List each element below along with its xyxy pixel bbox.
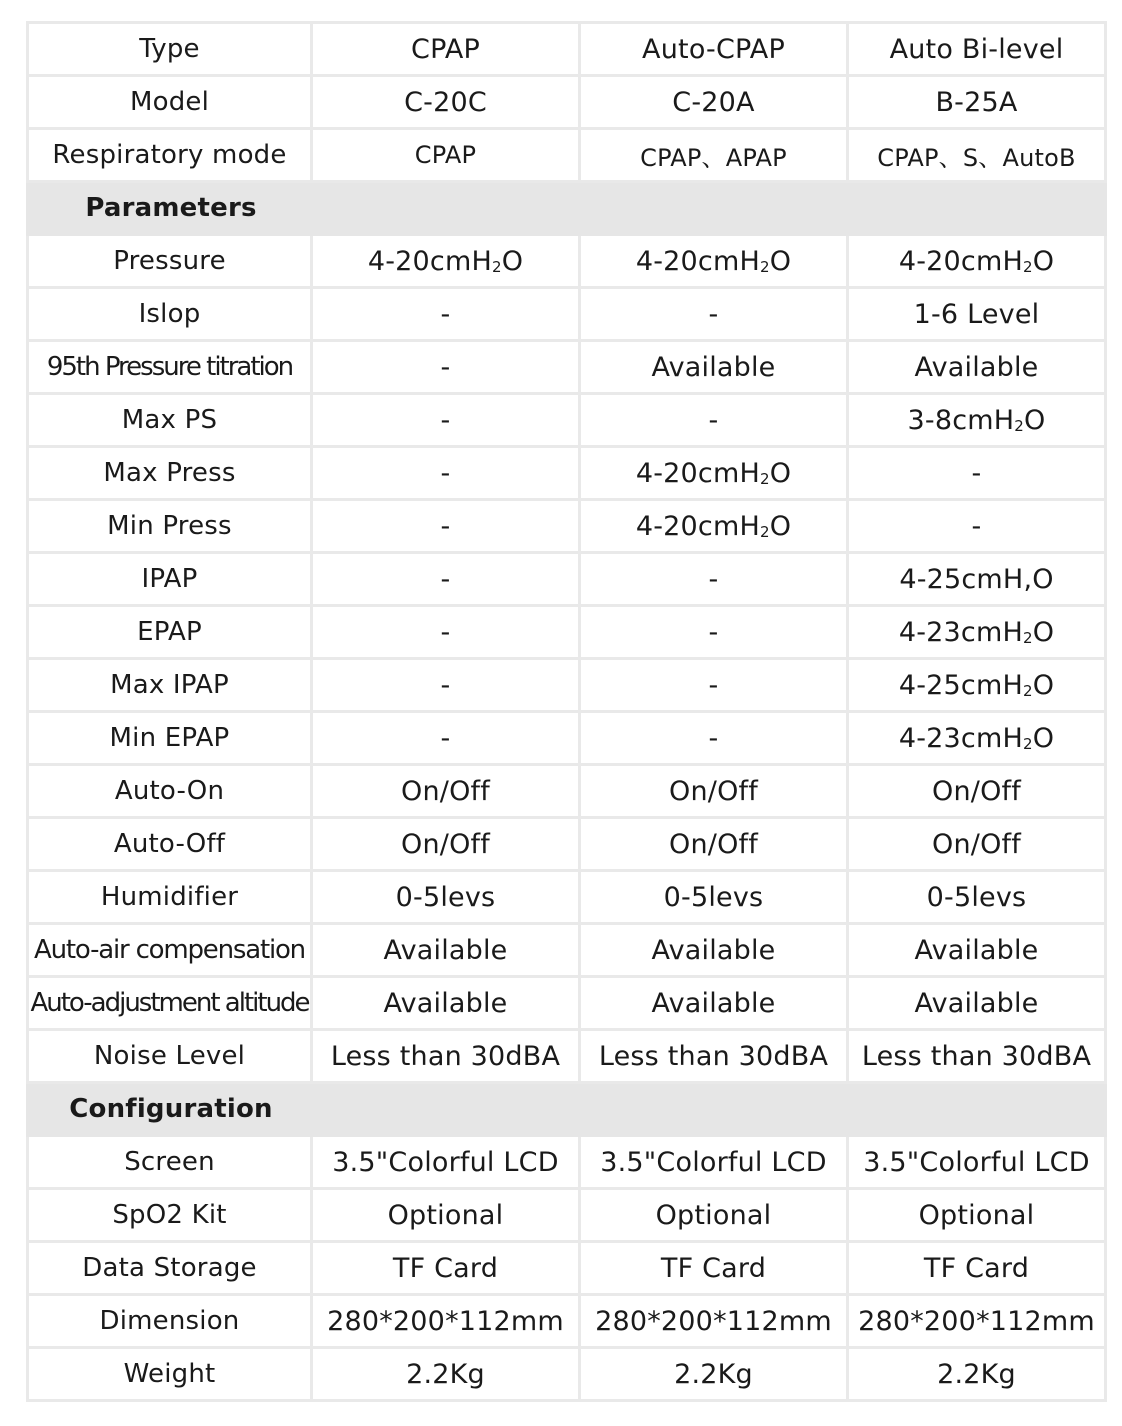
table-cell: 280*200*112mm xyxy=(312,1295,580,1348)
table-cell: 280*200*112mm xyxy=(580,1295,848,1348)
row-label: Auto-On xyxy=(28,765,312,818)
table-cell: - xyxy=(312,341,580,394)
table-row xyxy=(28,394,1106,447)
table-cell: Available xyxy=(848,341,1106,394)
table-cell: Available xyxy=(580,924,848,977)
table-cell: 4-20cmH$_2$O xyxy=(580,235,848,288)
table-cell: 4-20cmH$_2$O xyxy=(580,500,848,553)
table-cell: - xyxy=(580,712,848,765)
table-row xyxy=(28,1295,1106,1348)
column-header-auto-bilevel: Auto Bi-level xyxy=(848,23,1106,76)
row-label: SpO2 Kit xyxy=(28,1189,312,1242)
row-label: Auto-air compensation xyxy=(28,924,312,977)
table-row xyxy=(28,235,1106,288)
table-cell: On/Off xyxy=(580,765,848,818)
table-cell: 3.5"Colorful LCD xyxy=(580,1136,848,1189)
row-label: Max Press xyxy=(28,447,312,500)
table-cell: - xyxy=(312,712,580,765)
table-cell: Available xyxy=(312,924,580,977)
table-cell: TF Card xyxy=(312,1242,580,1295)
row-label: Respiratory mode xyxy=(28,129,312,182)
table-cell: 280*200*112mm xyxy=(848,1295,1106,1348)
table-cell: - xyxy=(848,447,1106,500)
table-cell: Available xyxy=(848,924,1106,977)
row-label: Screen xyxy=(28,1136,312,1189)
section-header-cell xyxy=(28,182,1106,235)
table-row xyxy=(28,1242,1106,1295)
table-cell: 4-20cmH$_2$O xyxy=(312,235,580,288)
table-cell: 0-5levs xyxy=(580,871,848,924)
table-cell: - xyxy=(848,500,1106,553)
table-cell: CPAP、APAP xyxy=(580,129,848,182)
table-cell: - xyxy=(312,394,580,447)
row-label: Auto-adjustment altitude xyxy=(28,977,312,1030)
table-cell: 4-25cmH,O xyxy=(848,553,1106,606)
table-cell: C-20C xyxy=(312,76,580,129)
row-label: Max PS xyxy=(28,394,312,447)
row-label: Max IPAP xyxy=(28,659,312,712)
table-cell: CPAP、S、AutoB xyxy=(848,129,1106,182)
table-cell: 4-25cmH$_2$O xyxy=(848,659,1106,712)
table-row xyxy=(28,1030,1106,1083)
table-cell: 4-23cmH$_2$O xyxy=(848,606,1106,659)
table-row xyxy=(28,500,1106,553)
header-row xyxy=(28,23,1106,76)
table-cell: Optional xyxy=(580,1189,848,1242)
row-label: Model xyxy=(28,76,312,129)
table-row xyxy=(28,553,1106,606)
table-row xyxy=(28,1189,1106,1242)
table-cell: Optional xyxy=(312,1189,580,1242)
table-cell: 4-20cmH$_2$O xyxy=(848,235,1106,288)
table-row xyxy=(28,76,1106,129)
table-cell: TF Card xyxy=(848,1242,1106,1295)
table-cell: C-20A xyxy=(580,76,848,129)
table-cell: Less than 30dBA xyxy=(848,1030,1106,1083)
table-cell: Available xyxy=(848,977,1106,1030)
row-label: Noise Level xyxy=(28,1030,312,1083)
table-row xyxy=(28,871,1106,924)
table-row xyxy=(28,712,1106,765)
row-label: Islop xyxy=(28,288,312,341)
table-cell: - xyxy=(312,553,580,606)
row-label: Min EPAP xyxy=(28,712,312,765)
row-label: Weight xyxy=(28,1348,312,1401)
table-cell: 1-6 Level xyxy=(848,288,1106,341)
table-cell: On/Off xyxy=(848,765,1106,818)
table-cell: Optional xyxy=(848,1189,1106,1242)
table-cell: - xyxy=(580,394,848,447)
row-label: Min Press xyxy=(28,500,312,553)
table-cell: 3.5"Colorful LCD xyxy=(848,1136,1106,1189)
table-row xyxy=(28,977,1106,1030)
configuration-group xyxy=(28,1136,1106,1401)
row-label: Dimension xyxy=(28,1295,312,1348)
section-header-configuration xyxy=(28,1083,1106,1136)
table-row xyxy=(28,341,1106,394)
spec-comparison-table xyxy=(26,21,1107,1402)
table-cell: - xyxy=(580,659,848,712)
table-row xyxy=(28,606,1106,659)
table-cell: 4-20cmH$_2$O xyxy=(580,447,848,500)
table-cell: - xyxy=(312,500,580,553)
section-title: Configuration xyxy=(69,1094,273,1124)
table-cell: - xyxy=(312,288,580,341)
table-cell: On/Off xyxy=(580,818,848,871)
row-label: Auto-Off xyxy=(28,818,312,871)
table-cell: CPAP xyxy=(312,129,580,182)
table-cell: - xyxy=(580,606,848,659)
row-label: Type xyxy=(28,23,312,76)
table-cell: Less than 30dBA xyxy=(312,1030,580,1083)
table-cell: 4-23cmH$_2$O xyxy=(848,712,1106,765)
column-header-auto-cpap: Auto-CPAP xyxy=(580,23,848,76)
row-label: EPAP xyxy=(28,606,312,659)
table-row xyxy=(28,1136,1106,1189)
table-row xyxy=(28,288,1106,341)
table-cell: Available xyxy=(580,977,848,1030)
table-row xyxy=(28,765,1106,818)
table-row xyxy=(28,924,1106,977)
table-cell: 3.5"Colorful LCD xyxy=(312,1136,580,1189)
table-cell: - xyxy=(580,553,848,606)
table-cell: 2.2Kg xyxy=(580,1348,848,1401)
table-cell: Available xyxy=(580,341,848,394)
table-cell: On/Off xyxy=(312,818,580,871)
table-cell: Available xyxy=(312,977,580,1030)
table-row xyxy=(28,1348,1106,1401)
table-cell: 0-5levs xyxy=(848,871,1106,924)
row-label: Humidifier xyxy=(28,871,312,924)
table-cell: 0-5levs xyxy=(312,871,580,924)
table-cell: - xyxy=(312,606,580,659)
table-cell: TF Card xyxy=(580,1242,848,1295)
table-cell: B-25A xyxy=(848,76,1106,129)
table-row xyxy=(28,129,1106,182)
table-cell: - xyxy=(580,288,848,341)
row-label: Pressure xyxy=(28,235,312,288)
table-cell: 3-8cmH$_2$O xyxy=(848,394,1106,447)
row-label: IPAP xyxy=(28,553,312,606)
section-title: Parameters xyxy=(85,193,257,223)
table-cell: 2.2Kg xyxy=(848,1348,1106,1401)
row-label: 95th Pressure titration xyxy=(28,341,312,394)
row-label: Data Storage xyxy=(28,1242,312,1295)
table-row xyxy=(28,659,1106,712)
section-header-parameters xyxy=(28,182,1106,235)
section-header-cell xyxy=(28,1083,1106,1136)
table-cell: On/Off xyxy=(312,765,580,818)
table-cell: - xyxy=(312,659,580,712)
table-cell: Less than 30dBA xyxy=(580,1030,848,1083)
table-row xyxy=(28,818,1106,871)
table-cell: On/Off xyxy=(848,818,1106,871)
table-cell: - xyxy=(312,447,580,500)
table-cell: 2.2Kg xyxy=(312,1348,580,1401)
column-header-cpap: CPAP xyxy=(312,23,580,76)
parameters-group xyxy=(28,235,1106,1083)
table-row xyxy=(28,447,1106,500)
